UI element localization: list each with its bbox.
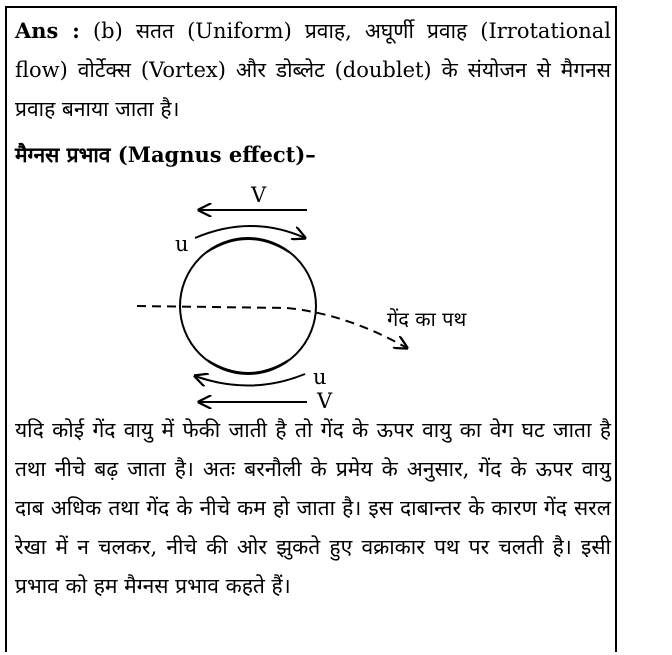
top-u-label: u [175, 232, 189, 256]
answer-paragraph [15, 11, 611, 129]
bottom-v-label: V [317, 389, 333, 413]
magnus-effect-diagram [7, 176, 619, 416]
ball-seam-bottom [207, 360, 289, 373]
bottom-rotation-arrow [195, 374, 305, 386]
answer-text: (b) सतत (Uniform) प्रवाह, अघूर्णी प्रवाह (Irrotational flow) वोर्टेक्स (Vortex) और डोब्लेट (doublet) के संयोजन से मैगनस प्रवाह बनाया जाता है। [15, 19, 611, 121]
explanation-paragraph: यदि कोई गेंद वायु में फेकी जाती है तो गेंद के ऊपर वायु का वेग घट जाता है तथा नीचे बढ़ जाता है। अतः बरनौली के प्रमेय के अनुसार, गेंद के ऊपर वायु दाब अधिक तथा गेंद के नीचे कम हो जाता है। इस दाबान्तर के कारण गेंद सरल रेखा में न चलकर, नीचे की ओर झुकते हुए वक्राकार पथ पर चलती है। इसी प्रभाव को हम मैग्नस प्रभाव कहते हैं। [15, 418, 611, 598]
top-v-label: V [251, 183, 267, 207]
top-rotation-arrow [195, 226, 305, 238]
bottom-u-label: u [313, 365, 327, 389]
path-label: गेंद का पथ [387, 307, 467, 331]
answer-box [5, 6, 617, 652]
answer-label: Ans : [15, 18, 80, 43]
ball-path [137, 306, 407, 348]
section-heading: मैग्नस प्रभाव (Magnus effect)– [15, 142, 316, 167]
ball-seam-top [207, 239, 289, 252]
